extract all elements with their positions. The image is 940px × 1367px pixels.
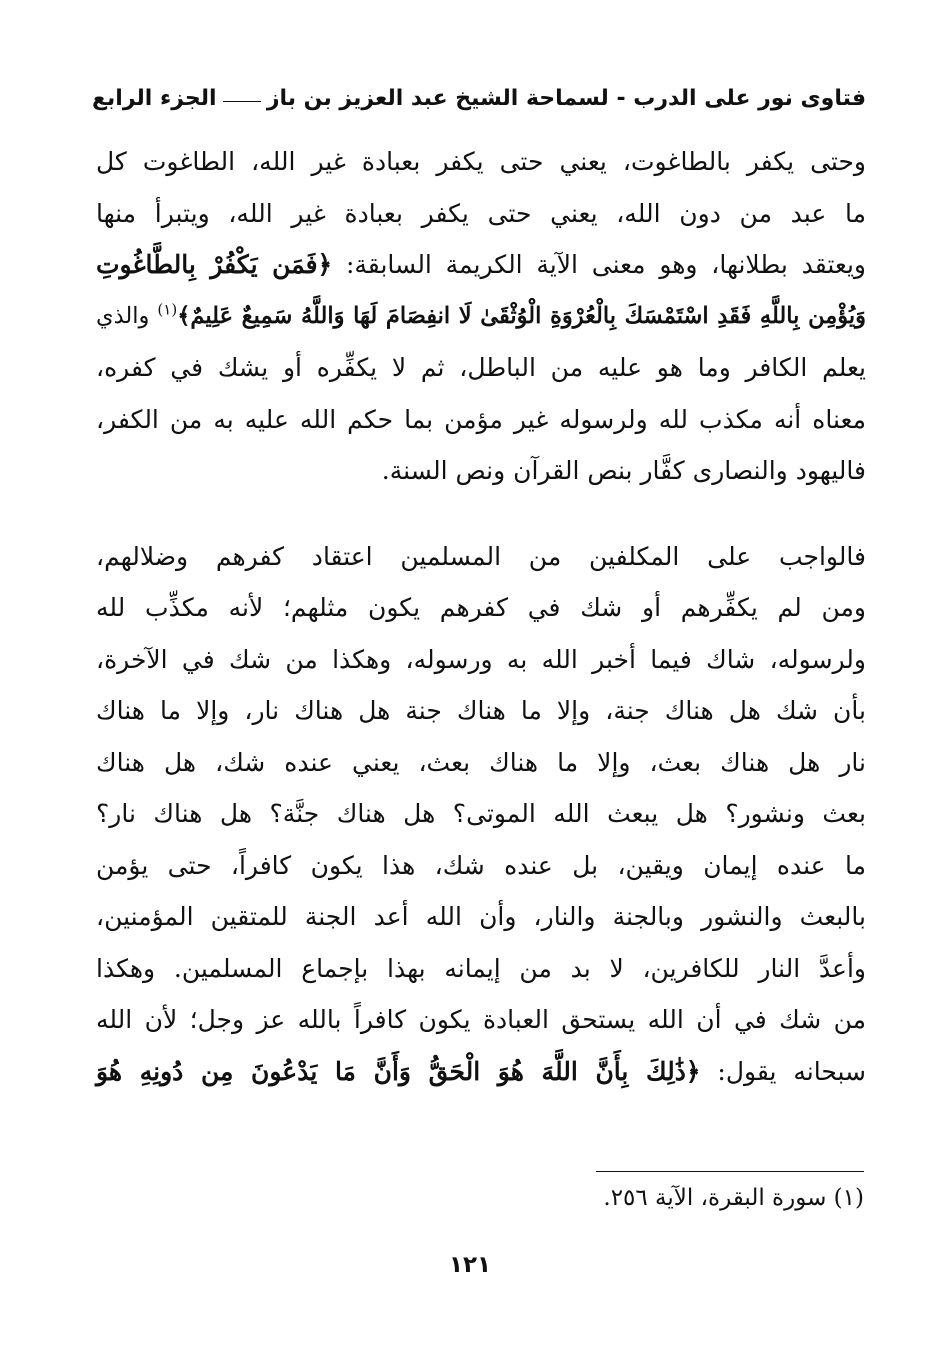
footnote: (١) سورة البقرة، الآية ٢٥٦. <box>603 1185 864 1211</box>
text-line: معناه أنه مكذب لله ولرسوله غير مؤمن بما حكم الله عليه به من الكفر، <box>96 404 866 434</box>
text-line: وحتى يكفر بالطاغوت، يعني حتى يكفر بعبادة غير الله، الطاغوت كل <box>96 147 866 176</box>
text-span: سبحانه يقول: <box>717 1056 866 1086</box>
text-line: ما عبد من دون الله، يعني حتى يكفر بعبادة غير الله، ويتبرأ منها <box>96 198 866 228</box>
footnote-rule <box>596 1171 864 1172</box>
text-line: بعث ونشور؟ هل يبعث الله الموتى؟ هل هناك جنَّة؟ هل هناك نار؟ <box>96 799 866 828</box>
running-title: فتاوى نور على الدرب - لسماحة الشيخ عبد العزيز بن باز <box>266 85 866 111</box>
paragraph-1 <box>96 136 866 497</box>
quran-verse: ﴿ذَٰلِكَ بِأَنَّ اللَّهَ هُوَ الْحَقُّ وَأَنَّ مَا يَدْعُونَ مِن دُونِهِ هُوَ <box>96 1056 701 1086</box>
quran-verse: وَيُؤْمِن بِاللَّهِ فَقَدِ اسْتَمْسَكَ بِالْعُرْوَةِ الْوُثْقَىٰ لَا انفِصَامَ لَهَا وَاللَّهُ سَمِيعٌ عَلِيمٌ﴾ <box>177 302 866 329</box>
text-span: والذي <box>96 302 150 329</box>
text-line <box>96 1046 866 1098</box>
text-line: نار هل هناك بعث، وإلا ما هناك بعث، يعني عنده شك، هل هناك <box>96 747 866 777</box>
text-line: بالبعث والنشور وبالجنة والنار، وأن الله أعد الجنة للمتقين المؤمنين، <box>96 902 866 931</box>
header-rule <box>223 101 261 102</box>
text-line: ولرسوله، شاك فيما أخبر الله به ورسوله، وهكذا من شك في الآخرة، <box>96 644 867 674</box>
text-line: بأن شك هل هناك جنة، وإلا ما هناك جنة هل هناك نار، وإلا ما هناك <box>96 696 866 725</box>
text-line: ما عنده إيمان ويقين، بل عنده شك، هذا يكون كافراً، حتى يؤمن <box>96 850 866 880</box>
text-span: ويعتقد بطلانها، وهو معنى الآية الكريمة السابقة: <box>345 250 866 279</box>
text-line: ومن لم يكفِّرهم أو شك في كفرهم يكون مثلهم؛ لأنه مكذِّب لله <box>96 593 866 622</box>
quran-verse: ﴿فَمَن يَكْفُرْ بِالطَّاغُوتِ <box>96 250 333 279</box>
text-line <box>96 291 866 343</box>
running-header <box>92 78 866 118</box>
text-line: من شك في أن الله يستحق العبادة يكون كافراً بالله عز وجل؛ لأن الله <box>96 1005 866 1034</box>
volume-label: الجزء الرابع <box>92 85 217 111</box>
body-text <box>96 136 866 1097</box>
text-line: وأعدَّ النار للكافرين، لا بد من إيمانه بهذا بإجماع المسلمين. وهكذا <box>96 953 866 983</box>
paragraph-gap <box>96 497 866 531</box>
text-line <box>96 239 866 291</box>
footnote-marker: (١) <box>157 300 178 318</box>
text-line: يعلم الكافر وما هو عليه من الباطل، ثم لا يكفِّره أو يشك في كفره، <box>96 353 866 382</box>
text-line: فاليهود والنصارى كفَّار بنص القرآن ونص السنة. <box>381 456 866 485</box>
page-number: ١٢١ <box>448 1252 492 1278</box>
paragraph-2 <box>96 531 866 1098</box>
text-line: فالواجب على المكلفين من المسلمين اعتقاد كفرهم وضلالهم، <box>96 541 866 571</box>
